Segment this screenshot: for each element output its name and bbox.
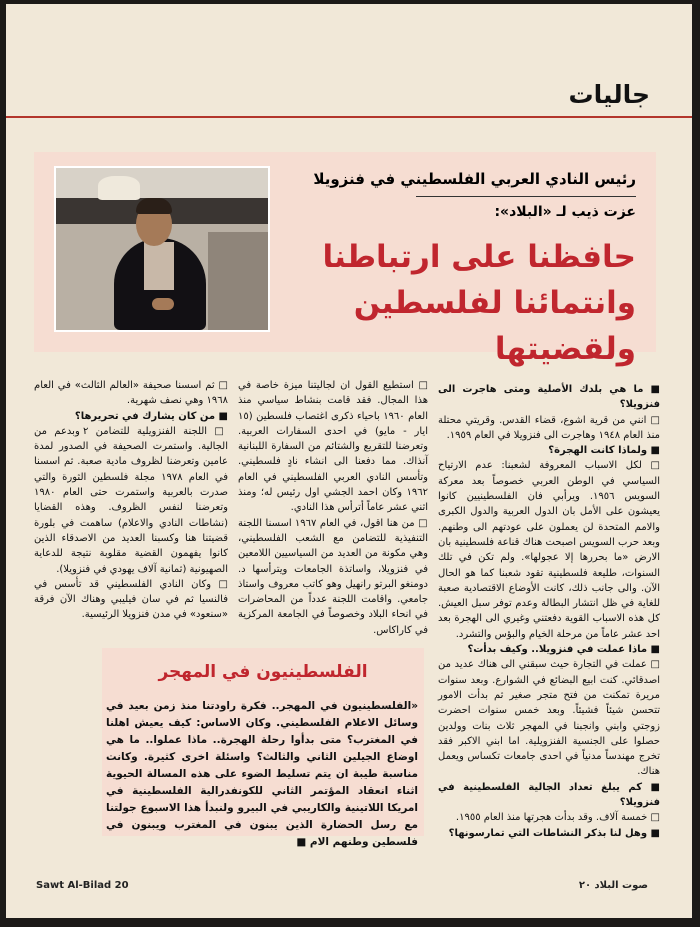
footer-left: Sawt Al-Bilad 20 xyxy=(36,880,129,891)
article-column-1 xyxy=(438,382,660,841)
subkicker: عزت ذيب لـ «البلاد»: xyxy=(494,204,636,220)
answer-paragraph: □ عملت في التجارة حيث سبقني الى هناك عديد من اصدقائي. كنت ابيع البضائع في الشوارع. وبعد سنوات مريرة تمكنت من فتح متجر صغير ثم بدأت الامور تتحسن شيئاً فشيئاً. وبعد خمس سنوات احضرت زوجتي وابني وانجبنا في المهجر ثلاث بنات وولدين حصلوا على الجنسية الفنزويلية. اما ابني الاكبر فقد تخرج مهندساً مدنياً في احدى جامعات تكساس ويعمل هناك. xyxy=(438,659,660,778)
sidebar-box-body: «الفلسطينيون في المهجر.. فكرة راودتنا منذ زمن بعيد في وسائل الاعلام الفلسطيني. وكان الاساس: كيف يعيش اهلنا في المغترب؟ متى بدأوا رحلة الهجرة.. ماذا عملوا.. ما هي اوضاع الجيلين الثاني والثالث؟ واسئلة اخرى كثيرة. وكانت مناسبة طيبة ان يتم تسليط الضوء على هذه المسالة الحيوية اثناء انعقاد المؤتمر الثاني للكونفدرالية الفلسطينية في امريكا اللاتينية والكاريبي في البيرو ولنبدأ هذا الاسبوع جولتنا مع رسل الحضارة الذين يبنون في المغترب ويبنون في فلسطين وطنهم الام ■ xyxy=(106,700,418,848)
question: ■ ماذا عملت في فنزويلا.. وكيف بدأت؟ xyxy=(467,644,660,656)
answer-paragraph: □ لكل الاسباب المعروفة لشعبنا: عدم الارتياح السياسي في الوطن العربي خصوصاً بعد معركة السويس ١٩٥٦. ويرأبي فان الفلسطينيين كانوا يعيشون على الأمل بان الدول العربية والدول الكبرى والامم المتحدة لن يعملون على عودتهم الى وطنهم. وبعد حرب السويس اصبحت هناك قناعة فلسطينية بان الارض «ما بحررها إلا عجولها». ولم تكن في تلك السنوات، طليعة فلسطينية تقود شعبنا كما هو الحال الآن. والى جانب ذلك، كانت الأوضاع الاقتصادية صعبة للغاية في ظل انتشار البطالة وعدم توفر سبل العيش. كل هذه الاسباب القوية دفعتني وغيري الى الهجرة بعد احد عشر عاماً من مرحلة الخيام والبؤس والتشرد. xyxy=(438,460,660,640)
answer-paragraph: □ انني من قرية اشوع، قضاء القدس. وقريتي محتلة منذ العام ١٩٤٨ وهاجرت الى فنزويلا في العام ١٩٥٩. xyxy=(438,414,660,441)
question: ■ من كان يشارك في تحريرها؟ xyxy=(74,410,228,422)
portrait-photo xyxy=(54,166,270,332)
kicker: رئيس النادي العربي الفلسطيني في فنزويلا xyxy=(313,170,636,188)
question: ■ ما هي بلدك الأصلية ومتى هاجرت الى فنزويلا؟ xyxy=(438,384,660,411)
magazine-page xyxy=(6,4,692,918)
question: ■ وهل لنا بذكر النشاطات التي تمارسونها؟ xyxy=(448,827,660,839)
sidebar-box-title: الفلسطينيون في المهجر xyxy=(158,662,368,682)
section-tag: جاليات xyxy=(568,80,650,109)
section-rule xyxy=(6,116,692,118)
kicker-divider xyxy=(416,196,636,197)
answer-paragraph: □ وكان النادي الفلسطيني قد تأسس في فالنسيا ثم في سان فيليبي وهناك الآن فرقة «سنعود» في مدن فنزويلا الرئيسية. xyxy=(34,578,228,621)
footer-right: صوت البلاد ٢٠ xyxy=(578,880,648,891)
answer-paragraph: □ خمسة آلاف. وقد بدأت هجرتها منذ العام ١٩٥٥. xyxy=(455,812,660,824)
answer-paragraph: □ ثم اسسنا صحيفة «العالم الثالث» في العام ١٩٦٨ وهي نصف شهرية. xyxy=(34,380,228,407)
article-column-3 xyxy=(34,378,228,623)
header-box xyxy=(34,152,656,367)
headline: حافظنا على ارتباطنا وانتمائنا لفلسطين ولقضيتها xyxy=(322,239,636,367)
answer-paragraph: □ اللجنة الفنزويلية للتضامن ٢ وبدعم من الجالية. واستمرت الصحيفة في الصدور لمدة عامين وتعرضنا لظروف مادية صعبة. ثم اسسنا في العام ١٩٧٨ مجلة فلسطين الثورة والتي صدرت بالعربية واستمرت حتى العام ١٩٨٠ وتعرضنا لنفس الظروف. وهذه القضايا (نشاطات النادي والاعلام) ساهمت في بلورة قضيتنا هنا وكسبنا العديد من الاصدقاء الذين كانوا يفهمون القضية مقلوبة نتيجة للدعاية الصهيونية (ثمانية آلاف يهودي في فنزويلا). xyxy=(34,425,229,575)
article-column-2 xyxy=(238,378,428,638)
question: ■ كم يبلغ تعداد الجالية الفلسطينية في فنزويلا؟ xyxy=(438,781,660,809)
answer-paragraph: □ من هنا اقول، في العام ١٩٦٧ اسسنا اللجنة التنفيذية للتضامن مع الشعب الفلسطيني، وهي مكونة من العديد من السياسيين اللامعين في فنزويلا، واساتذة الجامعات ويترأسها د. دومنغو البرتو رانهيل وهو كاتب معروف واستاذ جامعي. واقامت اللجنة عدداً من المحاضرات في انحاء البلاد وخصوصاً في الجامعة المركزية في كاراكاس. xyxy=(238,517,428,636)
answer-paragraph: □ استطيع القول ان لجاليتنا ميزة خاصة في هذا المجال. فقد قامت بنشاط سياسي منذ العام ١٩٦٠ باحياء ذكرى اغتصاب فلسطين (١٥ ايار - مايو) في احدى السفارات العربية. وتعرضنا للتقريع والشتائم من السفارة اللبنانية آنذاك. مما دفعنا الى انشاء نادٍ فلسطيني. وتأسس النادي العربي الفلسطيني في العام ١٩٦٢ وكان احمد الجشي اول رئيس له؛ ومنذ اثني عشر عاماً أترأس هذا النادي. xyxy=(238,380,428,514)
question: ■ ولماذا كانت الهجرة؟ xyxy=(548,445,660,457)
sidebar-box xyxy=(102,648,424,848)
